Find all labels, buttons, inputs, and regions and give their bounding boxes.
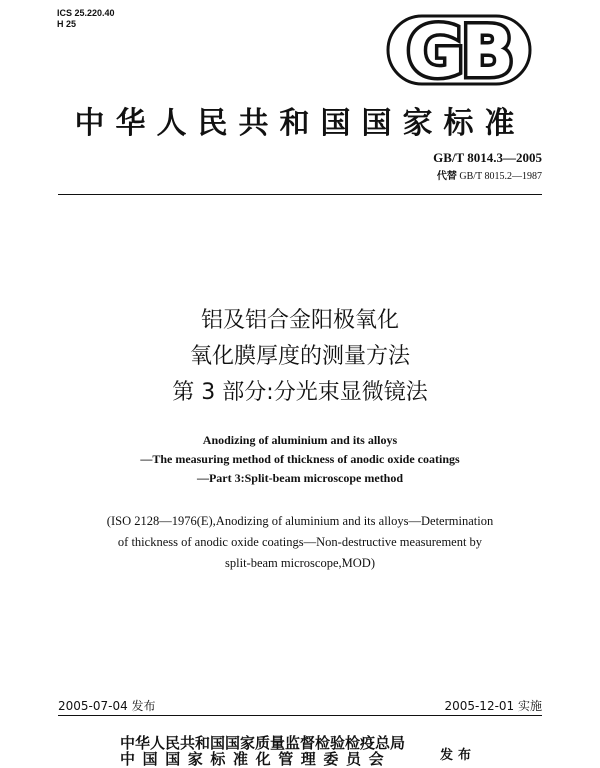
- chinese-title-line-2: 氧化膜厚度的测量方法: [189, 344, 410, 369]
- bottom-divider: [58, 715, 542, 716]
- ccs-code: H 25: [57, 19, 77, 29]
- english-title-line-2: —The measuring method of thickness of anodic oxide coatings: [140, 452, 460, 466]
- replaces-value: GB/T 8015.2—1987: [459, 171, 542, 182]
- iso-note-line-3: split-beam microscope,MOD): [225, 556, 375, 570]
- chinese-title-line-1: 铝及铝合金阳极氧化: [200, 308, 399, 333]
- english-title: [0, 431, 600, 488]
- replaces-note: [433, 167, 542, 182]
- replaces-label: 代替: [436, 171, 457, 182]
- english-title-line-1: Anodizing of aluminium and its alloys: [202, 433, 398, 447]
- chinese-title-line-3: 第 3 部分:分光束显微镜法: [172, 380, 428, 405]
- chinese-title: [0, 303, 600, 411]
- standard-number-block: [433, 150, 542, 182]
- national-standard-title: 中华人民共和国国家标准: [74, 106, 526, 141]
- gb-logo-text: GB: [406, 14, 512, 86]
- english-title-line-3: —Part 3:Split-beam microscope method: [196, 471, 404, 485]
- top-divider: [58, 194, 542, 195]
- gb-logo-icon: [386, 14, 532, 86]
- publish-action: 发布: [440, 748, 477, 763]
- iso-equivalence-note: [0, 511, 600, 574]
- implementation-date: 2005-12-01 实施: [444, 699, 542, 713]
- ics-code: ICS 25.220.40: [57, 8, 115, 18]
- publisher-block: [120, 735, 405, 767]
- iso-note-line-2: of thickness of anodic oxide coatings—Non-destructive measurement by: [117, 535, 483, 549]
- issue-date: 2005-07-04 发布: [58, 699, 156, 713]
- classification-codes: [57, 8, 115, 30]
- publisher-line-1: 中华人民共和国国家质量监督检验检疫总局: [120, 734, 406, 752]
- standard-number: GB/T 8014.3—2005: [433, 150, 542, 165]
- iso-note-line-1: (ISO 2128—1976(E),Anodizing of aluminium and its alloys—Determination: [106, 514, 494, 528]
- publisher-line-2: 中国国家标准化管理委员会: [120, 750, 392, 768]
